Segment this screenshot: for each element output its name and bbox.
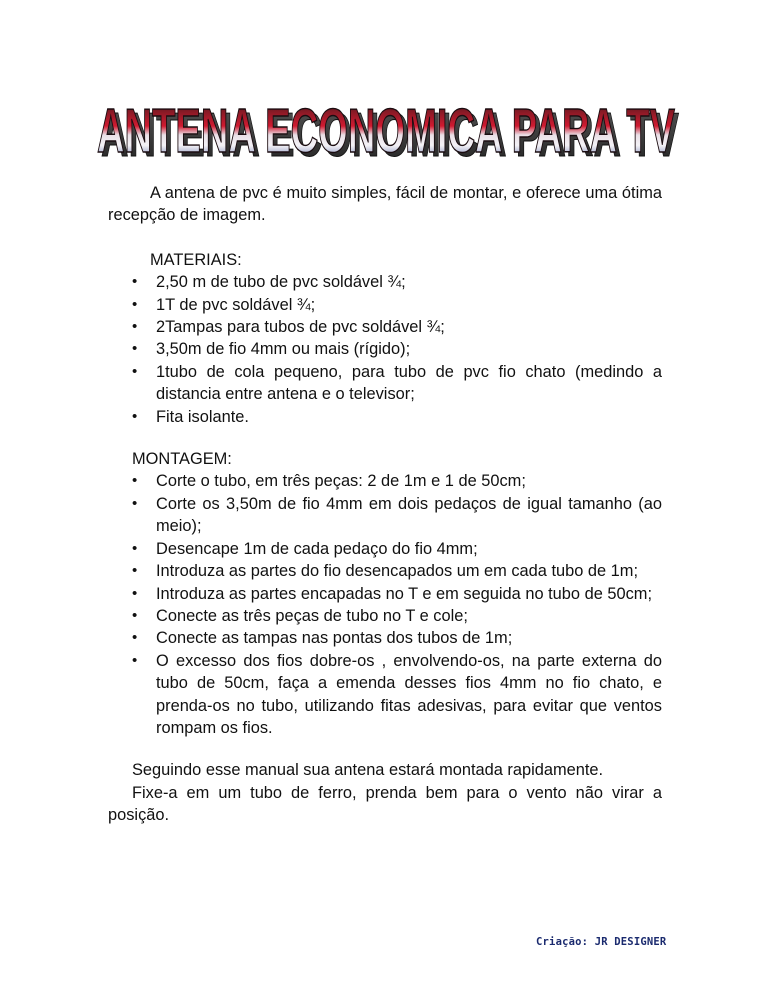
bullet-icon: • bbox=[132, 362, 138, 380]
list-item bbox=[132, 338, 662, 360]
list-item bbox=[132, 650, 662, 740]
bullet-icon: • bbox=[132, 651, 138, 669]
list-item-text: Fita isolante. bbox=[156, 407, 249, 426]
list-item bbox=[132, 470, 662, 492]
list-item-text: Corte os 3,50m de fio 4mm em dois pedaços de igual tamanho (ao meio); bbox=[156, 494, 662, 536]
bullet-icon: • bbox=[132, 273, 138, 291]
list-item-text: O excesso dos fios dobre-os , envolvendo-os, na parte externa do tubo de 50cm, faça a emenda desses fios 4mm no fio chato, e prenda-os no tubo, utilizando fitas adesivas, para evitar que ventos rompam os fios. bbox=[156, 651, 662, 737]
bullet-icon: • bbox=[132, 472, 138, 490]
list-item-text: 1tubo de cola pequeno, para tubo de pvc fio chato (medindo a distancia entre antena e o televisor; bbox=[156, 362, 662, 404]
list-item bbox=[132, 627, 662, 649]
bullet-icon: • bbox=[132, 562, 138, 580]
closing-paragraph: Seguindo esse manual sua antena estará montada rapidamente. bbox=[132, 761, 604, 780]
list-item bbox=[132, 361, 662, 406]
intro-paragraph: A antena de pvc é muito simples, fácil de montar, e oferece uma ótima recepção de imagem. bbox=[108, 184, 662, 225]
footer-credit: Criação: JR DESIGNER bbox=[536, 936, 667, 948]
materials-heading: MATERIAIS: bbox=[150, 250, 242, 269]
list-item-text: Conecte as tampas nas pontas dos tubos de 1m; bbox=[156, 629, 513, 648]
list-item-text: 2,50 m de tubo de pvc soldável ¾; bbox=[156, 273, 406, 292]
bullet-icon: • bbox=[132, 318, 138, 336]
bullet-icon: • bbox=[132, 584, 138, 602]
bullet-icon: • bbox=[132, 494, 138, 512]
bullet-icon: • bbox=[132, 295, 138, 313]
list-item bbox=[132, 294, 662, 316]
bullet-icon: • bbox=[132, 407, 138, 425]
bullet-icon: • bbox=[132, 340, 138, 358]
bullet-icon: • bbox=[132, 606, 138, 624]
list-item-text: Introduza as partes encapadas no T e em seguida no tubo de 50cm; bbox=[156, 584, 653, 603]
list-item-text: Corte o tubo, em três peças: 2 de 1m e 1 de 50cm; bbox=[156, 472, 526, 491]
document-body bbox=[108, 182, 662, 827]
title-shadow: ANTENA ECONOMICA PARA TV bbox=[101, 101, 679, 168]
list-item-text: Introduza as partes do fio desencapados um em cada tubo de 1m; bbox=[156, 562, 639, 581]
list-item bbox=[132, 605, 662, 627]
list-item bbox=[132, 493, 662, 538]
wordart-title-graphic bbox=[90, 72, 682, 168]
bullet-icon: • bbox=[132, 539, 138, 557]
list-item bbox=[132, 406, 662, 428]
list-item bbox=[132, 271, 662, 293]
list-item-text: Conecte as três peças de tubo no T e cole; bbox=[156, 606, 468, 625]
list-item-text: 2Tampas para tubos de pvc soldável ¾; bbox=[156, 318, 445, 337]
list-item bbox=[132, 316, 662, 338]
list-item bbox=[132, 583, 662, 605]
assembly-heading: MONTAGEM: bbox=[132, 450, 232, 469]
list-item-text: Desencape 1m de cada pedaço do fio 4mm; bbox=[156, 539, 478, 558]
list-item bbox=[132, 560, 662, 582]
closing-section bbox=[108, 759, 662, 826]
wordart-title bbox=[90, 72, 682, 168]
title-text: ANTENA ECONOMICA PARA TV bbox=[97, 97, 675, 166]
assembly-list bbox=[108, 470, 662, 739]
bullet-icon: • bbox=[132, 629, 138, 647]
list-item-text: 1T de pvc soldável ¾; bbox=[156, 295, 316, 314]
list-item bbox=[132, 538, 662, 560]
list-item-text: 3,50m de fio 4mm ou mais (rígido); bbox=[156, 340, 411, 359]
materials-list bbox=[108, 271, 662, 428]
closing-paragraph: Fixe-a em um tubo de ferro, prenda bem para o vento não virar a posição. bbox=[108, 783, 662, 825]
